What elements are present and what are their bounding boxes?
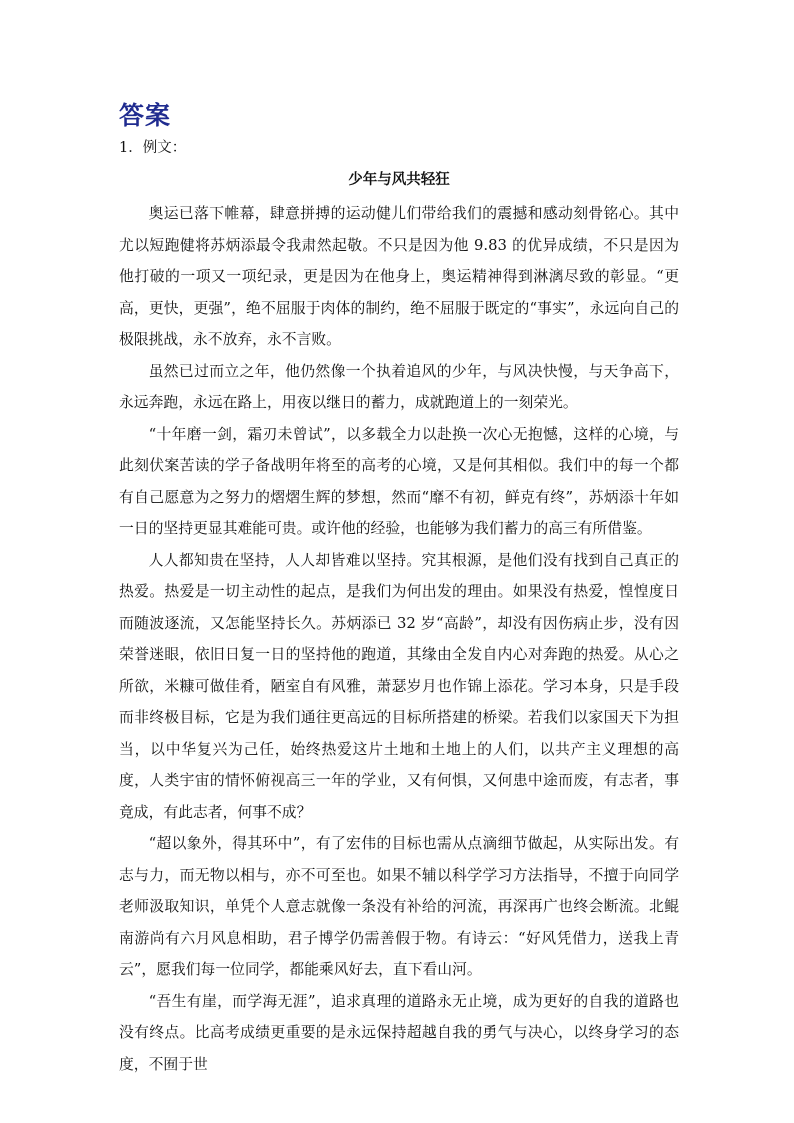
answer-heading: 答案	[119, 101, 172, 130]
question-number-label: 1．例文：	[119, 140, 187, 156]
essay-body	[119, 198, 679, 1080]
essay-paragraph: 虽然已过而立之年，他仍然像一个执着追风的少年，与风决快慢，与天争高下，永远奔跑，永远在路上，用夜以继日的蓄力，成就跑道上的一刻荣光。	[119, 362, 679, 411]
essay-paragraph: “十年磨一剑，霜刃未曾试”，以多载全力以赴换一次心无抱憾，这样的心境，与此刻伏案苦读的学子备战明年将至的高考的心境，又是何其相似。我们中的每一个都有自己愿意为之努力的熠熠生辉的梦想，然而“靡不有初，鲜克有终”，苏炳添十年如一日的坚持更显其难能可贵。或许他的经验，也能够为我们蓄力的高三有所借鉴。	[119, 425, 679, 537]
essay-paragraph: “吾生有崖，而学海无涯”，追求真理的道路永无止境，成为更好的自我的道路也没有终点。比高考成绩更重要的是永远保持超越自我的勇气与决心，以终身学习的态度，不囿于世	[119, 992, 679, 1073]
essay-paragraph: “超以象外，得其环中”，有了宏伟的目标也需从点滴细节做起，从实际出发。有志与力，而无物以相与，亦不可至也。如果不辅以科学学习方法指导，不擅于向同学老师汲取知识，单凭个人意志就像一条没有补给的河流，再深再广也终会断流。北鲲南游尚有六月风息相助，君子博学仍需善假于物。有诗云：“好风凭借力，送我上青云”，愿我们每一位同学，都能乘风好去，直下看山河。	[119, 835, 679, 978]
answer-page	[119, 96, 679, 1080]
essay-paragraph: 人人都知贵在坚持，人人却皆难以坚持。究其根源，是他们没有找到自己真正的热爱。热爱是一切主动性的起点，是我们为何出发的理由。如果没有热爱，惶惶度日而随波逐流，又怎能坚持长久。苏炳添已 32 岁“高龄”，却没有因伤病止步，没有因荣誉迷眼，依旧日复一日的坚持他的跑道，其缘由全发自内心对奔跑的热爱。从心之所欲，米糠可做佳肴，陋室自有风雅，萧瑟岁月也作锦上添花。学习本身，只是手段而非终极目标，它是为我们通往更高远的目标所搭建的桥梁。若我们以家国天下为担当，以中华复兴为己任，始终热爱这片土地和土地上的人们，以共产主义理想的高度，人类宇宙的情怀俯视高三一年的学业，又有何惧，又何患中途而废，有志者，事竟成，有此志者，何事不成？	[119, 551, 679, 821]
essay-paragraph: 奥运已落下帷幕，肆意拼搏的运动健儿们带给我们的震撼和感动刻骨铭心。其中尤以短跑健将苏炳添最令我肃然起敬。不只是因为他 9.83 的优异成绩，不只是因为他打破的一项又一项纪录，更是因为在他身上，奥运精神得到淋漓尽致的彰显。“更高，更快，更强”，绝不屈服于肉体的制约，绝不屈服于既定的“事实”，永远向自己的极限挑战，永不放弃，永不言败。	[119, 205, 679, 348]
essay-title: 少年与风共轻狂	[348, 171, 450, 188]
